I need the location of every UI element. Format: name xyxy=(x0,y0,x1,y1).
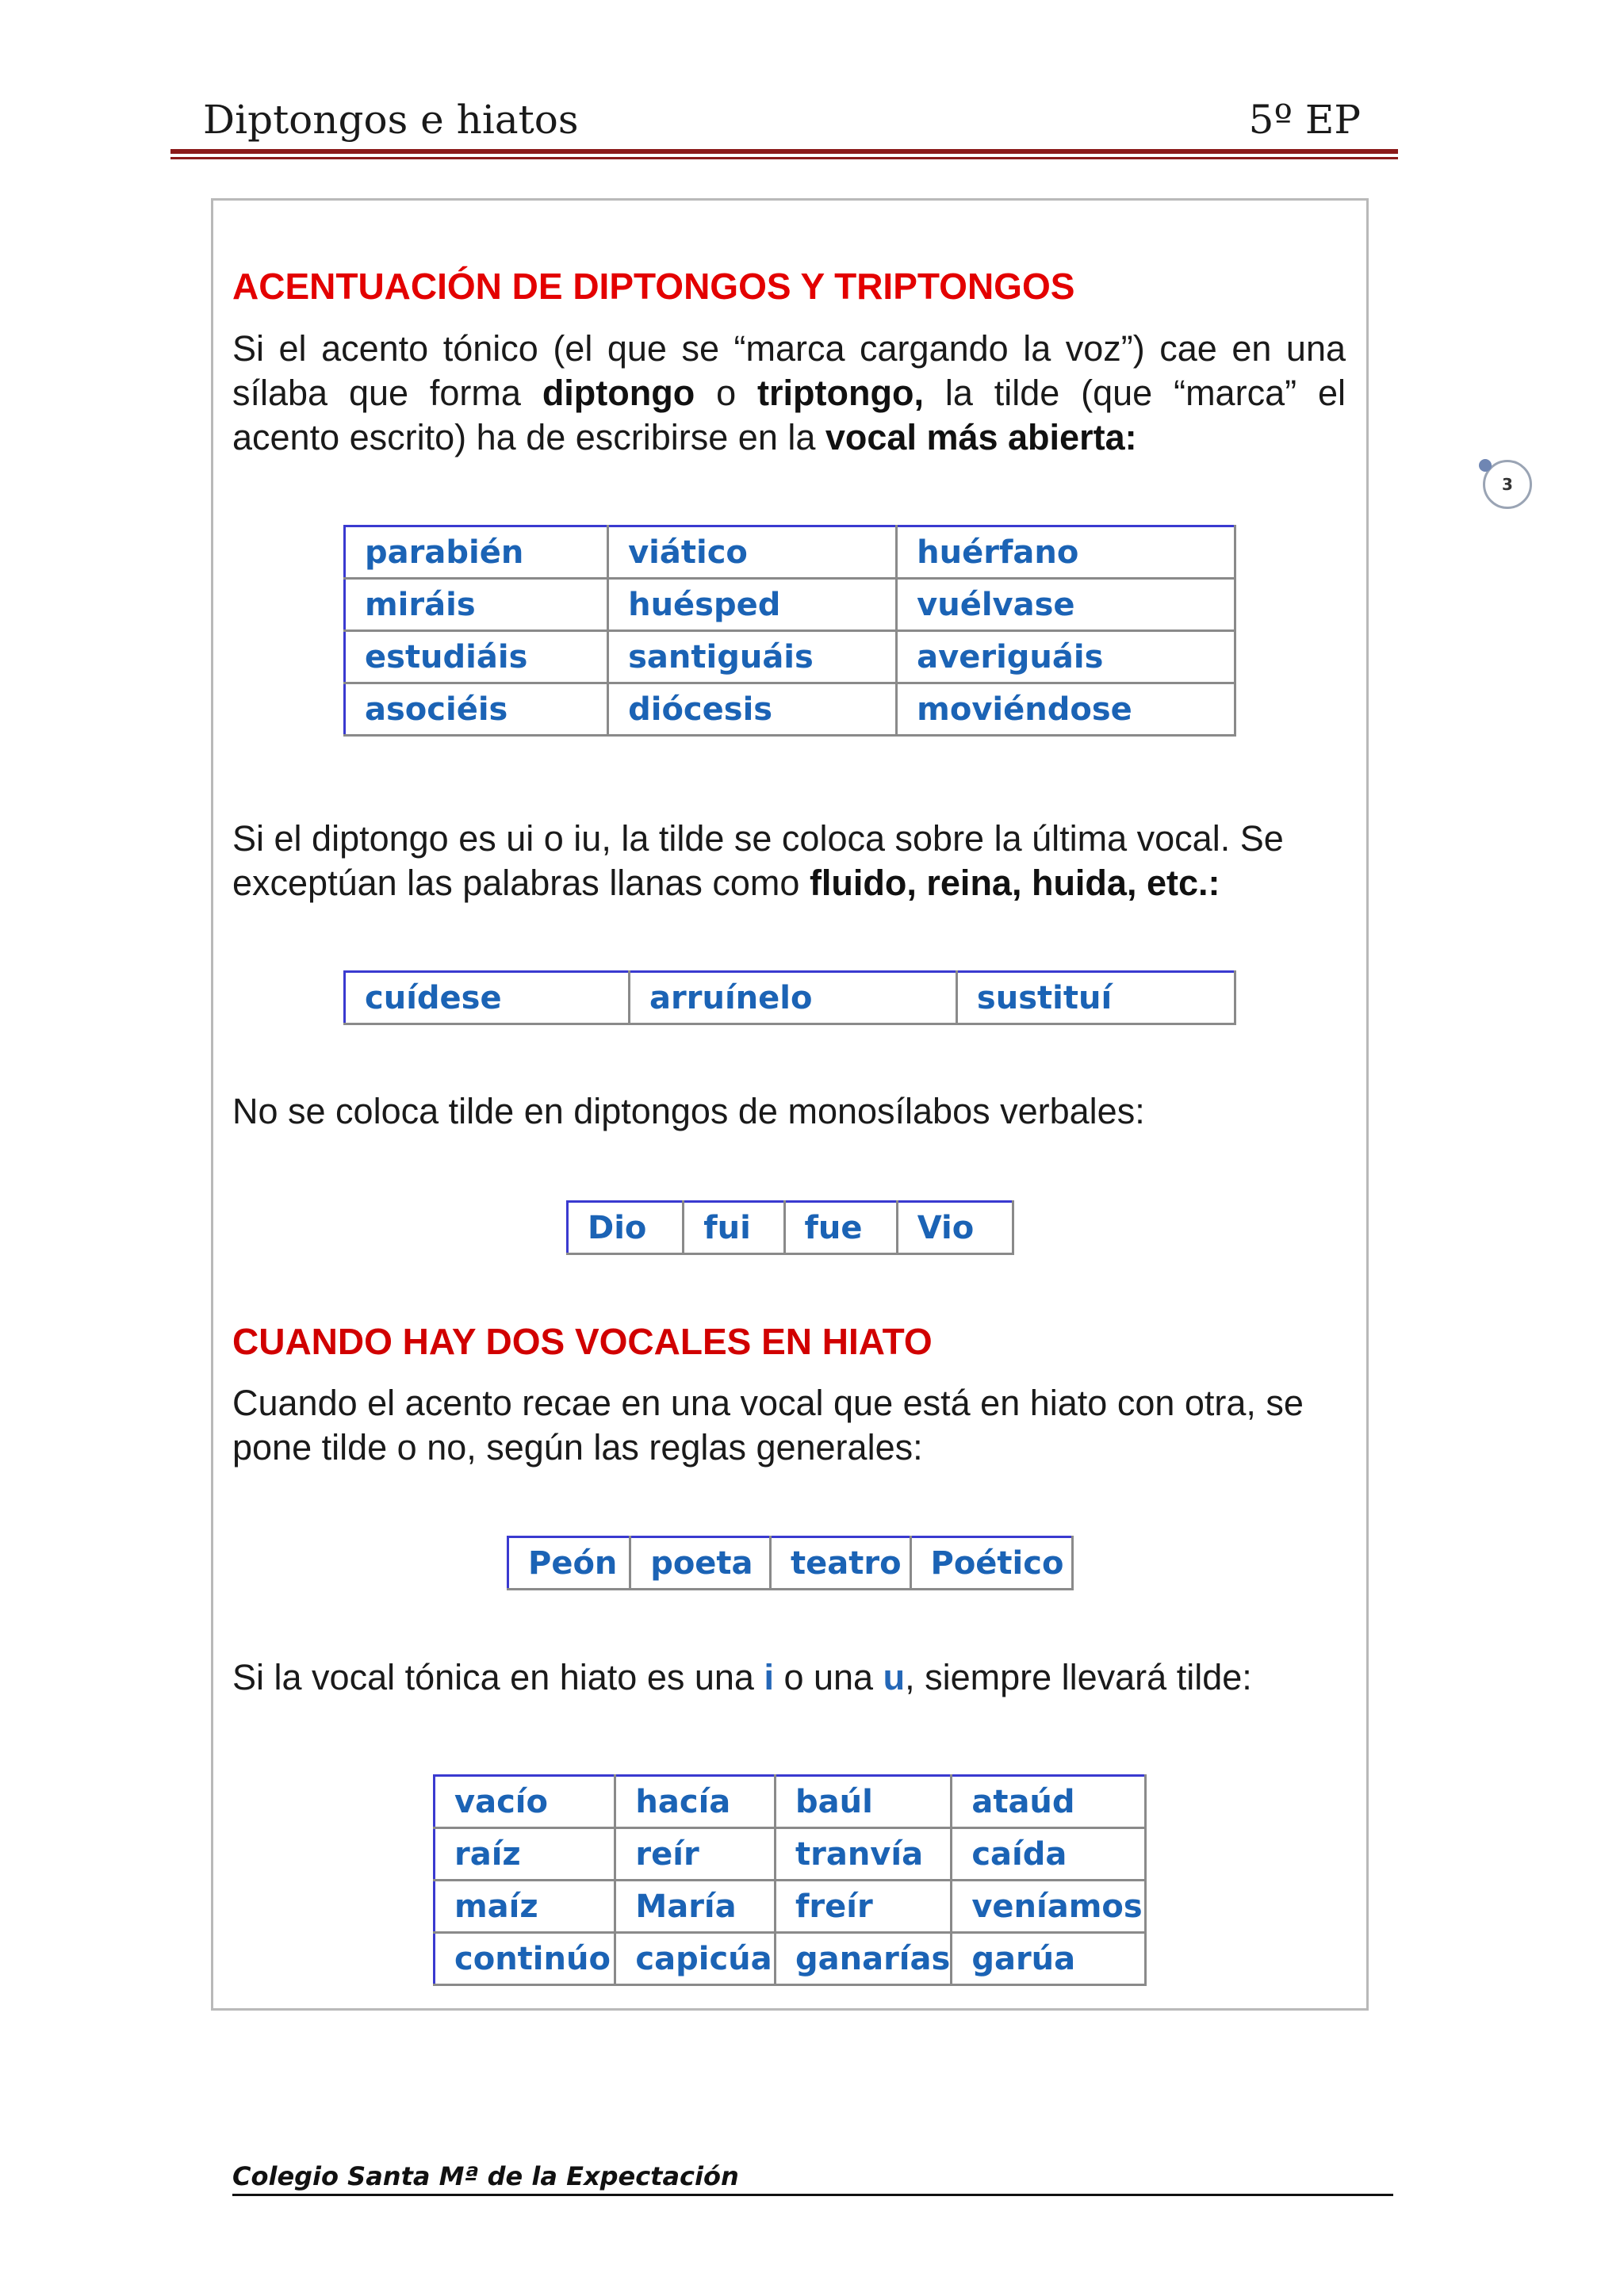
highlight-letter: u xyxy=(883,1657,906,1697)
page-number-badge xyxy=(1483,460,1532,509)
table-cell: maíz xyxy=(435,1881,615,1933)
table-cell: tranvía xyxy=(775,1828,951,1881)
text-run: o una xyxy=(773,1657,883,1697)
table-cell: veníamos xyxy=(952,1881,1146,1933)
table-row xyxy=(435,1776,1146,1828)
table-cell: vuélvase xyxy=(897,579,1235,631)
table-row xyxy=(435,1933,1146,1985)
word-table-monosilabos xyxy=(566,1200,1014,1255)
table-cell: caída xyxy=(952,1828,1146,1881)
section-heading-hiato: CUANDO HAY DOS VOCALES EN HIATO xyxy=(232,1321,933,1362)
table-cell: asociéis xyxy=(345,683,608,736)
table-cell: garúa xyxy=(952,1933,1146,1985)
table-cell: santiguáis xyxy=(608,631,897,683)
text-run: o xyxy=(695,373,758,413)
table-cell: averiguáis xyxy=(897,631,1235,683)
page-header xyxy=(203,94,1361,149)
table-cell: Peón xyxy=(508,1537,630,1590)
table-cell: Dio xyxy=(568,1202,684,1254)
table-row xyxy=(345,683,1235,736)
word-table-ui-iu xyxy=(343,970,1236,1025)
table-cell: Poético xyxy=(910,1537,1073,1590)
table-cell: fue xyxy=(784,1202,897,1254)
table-cell: moviéndose xyxy=(897,683,1235,736)
table-cell: hacía xyxy=(615,1776,776,1828)
header-rule-thin xyxy=(170,157,1398,159)
text-run: Si la vocal tónica en hiato es una xyxy=(232,1657,764,1697)
bold-term: diptongo xyxy=(542,373,695,413)
footer-rule xyxy=(232,2194,1393,2196)
text-run: Si el diptongo es ui o iu, la tilde se coloca sobre la última vocal. Se exceptúan las palabras llanas como xyxy=(232,818,1284,903)
table-cell: estudiáis xyxy=(345,631,608,683)
table-cell: teatro xyxy=(771,1537,910,1590)
table-cell: Vio xyxy=(897,1202,1013,1254)
word-table-diptongos xyxy=(343,525,1236,737)
table-row xyxy=(435,1881,1146,1933)
table-row xyxy=(568,1202,1013,1254)
section-heading-diptongos: ACENTUACIÓN DE DIPTONGOS Y TRIPTONGOS xyxy=(232,266,1075,307)
table-cell: reír xyxy=(615,1828,776,1881)
table-cell: continúo xyxy=(435,1933,615,1985)
header-rule xyxy=(170,149,1398,154)
table-cell: miráis xyxy=(345,579,608,631)
paragraph-rule-monosilabos: No se coloca tilde en diptongos de monosílabos verbales: xyxy=(232,1091,1145,1131)
bold-term: vocal más abierta: xyxy=(825,417,1137,457)
table-row xyxy=(435,1828,1146,1881)
table-cell: capicúa xyxy=(615,1933,776,1985)
paragraph-rule-hiato: Cuando el acento recae en una vocal que está en hiato con otra, se pone tilde o no, según las reglas generales: xyxy=(232,1383,1304,1468)
text-run: Si el acento tónico (el que se “marca cargando la voz”) cae en una sílaba que forma xyxy=(232,328,1346,413)
table-row xyxy=(345,972,1235,1024)
paragraph-rule-ui-iu xyxy=(232,817,1346,905)
table-cell: ataúd xyxy=(952,1776,1146,1828)
table-cell: vacío xyxy=(435,1776,615,1828)
word-table-hiato xyxy=(507,1536,1074,1590)
badge-dot-icon xyxy=(1479,459,1492,472)
table-cell: viático xyxy=(608,526,897,579)
paragraph-rule-i-u xyxy=(232,1655,1346,1700)
table-row xyxy=(508,1537,1073,1590)
table-cell: cuídese xyxy=(345,972,630,1024)
table-cell: parabién xyxy=(345,526,608,579)
text-run: la tilde (que “marca” el acento escrito) ha de escribirse en la xyxy=(232,373,1346,457)
grade-label: 5º EP xyxy=(1248,97,1361,143)
bold-term: fluido, reina, huida, etc.: xyxy=(809,863,1220,903)
bold-term: triptongo, xyxy=(757,373,924,413)
table-cell: arruínelo xyxy=(630,972,957,1024)
table-cell: sustituí xyxy=(956,972,1235,1024)
document-title: Diptongos e hiatos xyxy=(203,97,579,143)
table-cell: huérfano xyxy=(897,526,1235,579)
table-cell: ganarías xyxy=(775,1933,951,1985)
table-row xyxy=(345,631,1235,683)
table-cell: diócesis xyxy=(608,683,897,736)
table-cell: baúl xyxy=(775,1776,951,1828)
highlight-letter: i xyxy=(764,1657,774,1697)
table-cell: poeta xyxy=(630,1537,771,1590)
footer-school-name: Colegio Santa Mª de la Expectación xyxy=(232,2161,739,2191)
table-cell: María xyxy=(615,1881,776,1933)
table-cell: freír xyxy=(775,1881,951,1933)
table-row xyxy=(345,526,1235,579)
table-cell: fui xyxy=(684,1202,784,1254)
table-row xyxy=(345,579,1235,631)
table-cell: huésped xyxy=(608,579,897,631)
text-run: , siempre llevará tilde: xyxy=(905,1657,1252,1697)
page-number: 3 xyxy=(1502,475,1513,494)
table-cell: raíz xyxy=(435,1828,615,1881)
word-table-hiato-i-u xyxy=(433,1774,1147,1986)
paragraph-rule-diptongos xyxy=(232,327,1346,460)
